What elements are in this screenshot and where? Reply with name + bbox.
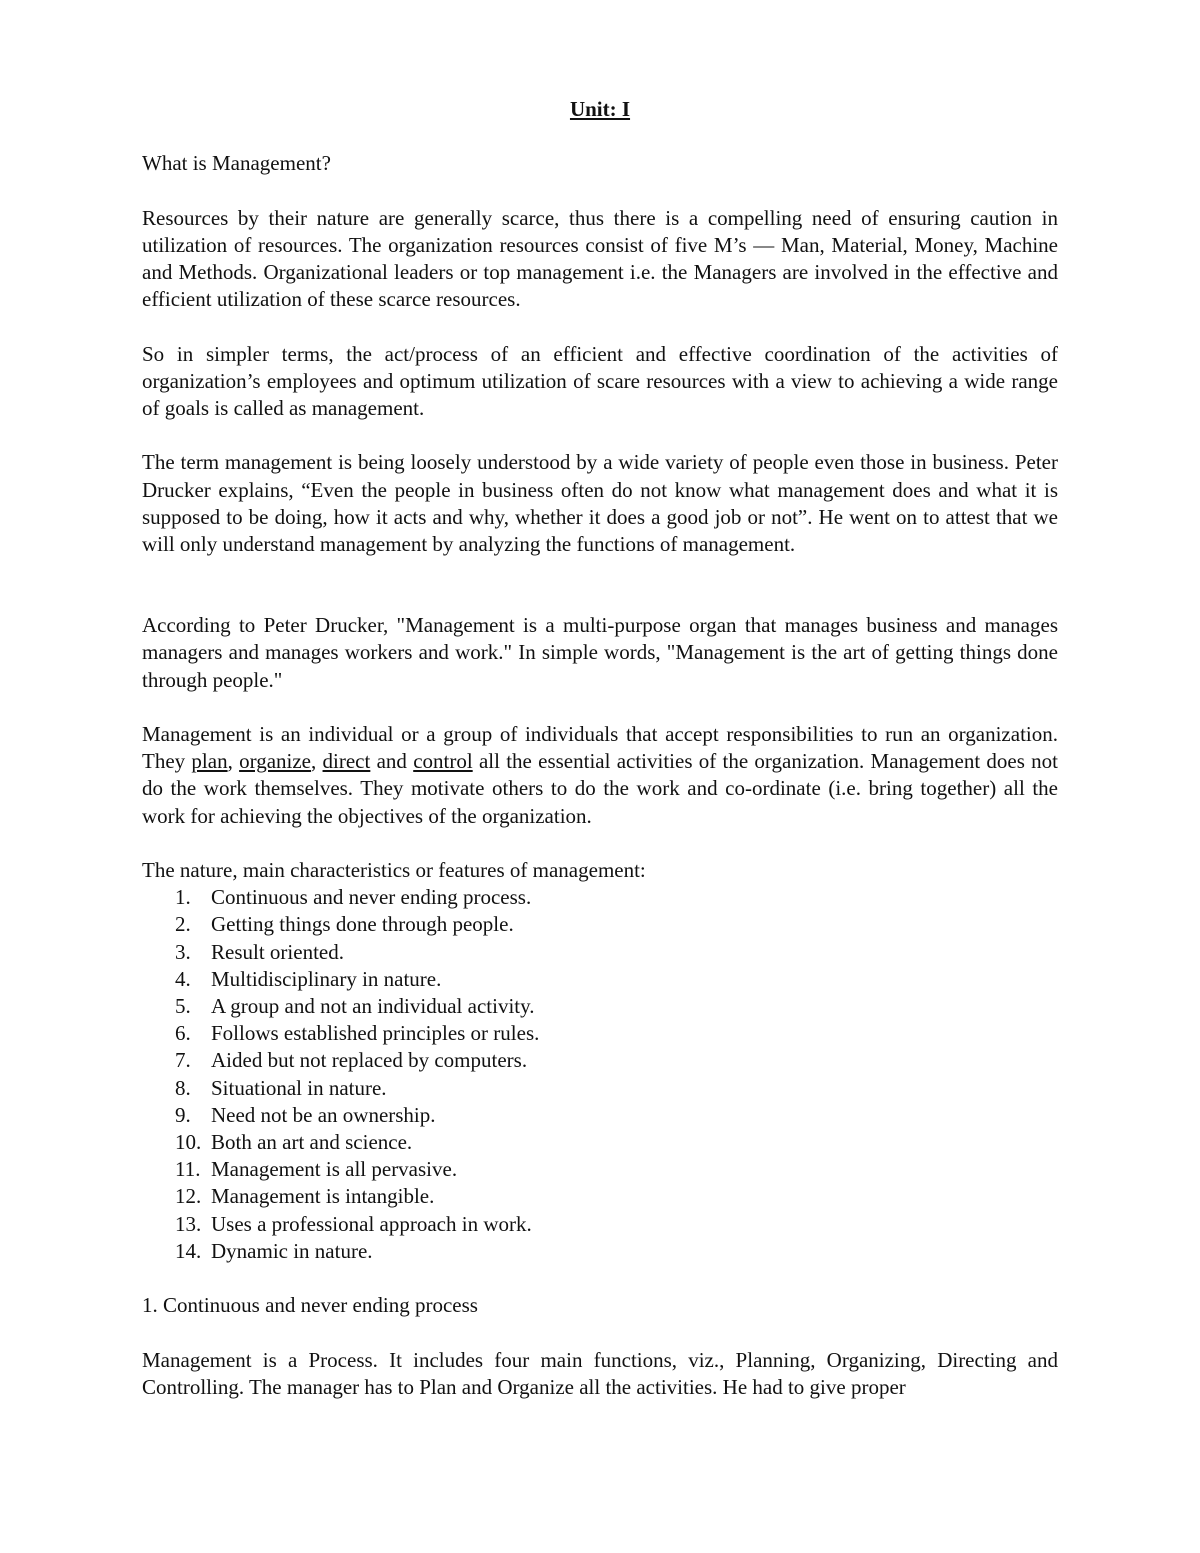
list-item <box>142 1156 1058 1183</box>
features-list <box>142 884 1058 1265</box>
list-number: 9. <box>175 1102 191 1127</box>
features-intro: The nature, main characteristics or features of management: <box>142 858 646 882</box>
list-text: Management is intangible. <box>211 1184 435 1209</box>
list-number: 13. <box>175 1211 202 1236</box>
list-text: Multidisciplinary in nature. <box>211 966 442 991</box>
list-text: Both an art and science. <box>211 1130 413 1155</box>
question-heading: What is Management? <box>142 151 331 176</box>
list-number: 10. <box>175 1130 202 1155</box>
list-number: 12. <box>175 1184 202 1209</box>
list-text: Dynamic in nature. <box>211 1238 373 1263</box>
list-number: 11. <box>175 1157 201 1182</box>
list-text: Situational in nature. <box>211 1075 387 1100</box>
list-text: Need not be an ownership. <box>211 1102 436 1127</box>
link-organize[interactable]: organize <box>239 749 312 774</box>
list-number: 7. <box>175 1048 191 1073</box>
list-item <box>142 939 1058 966</box>
link-control[interactable]: control <box>413 749 473 774</box>
list-text: Uses a professional approach in work. <box>211 1211 532 1236</box>
list-number: 3. <box>175 939 191 964</box>
list-item <box>142 1183 1058 1210</box>
list-item <box>142 1102 1058 1129</box>
paragraph-definition: So in simpler terms, the act/process of an efficient and effective coordination of the activities of organization’s employees and optimum utilization of scare resources with a view to achieving a wide range of goals is called as management. <box>142 341 1058 420</box>
list-number: 2. <box>175 912 191 937</box>
paragraph-resources: Resources by their nature are generally scarce, thus there is a compelling need of ensuring caution in utilization of resources. The organization resources consist of five M’s — Man, Material, Money, Machine and Methods. Organizational leaders or top management i.e. the Managers are involved in the effective and efficient utilization of these scarce resources. <box>142 205 1058 312</box>
list-number: 8. <box>175 1075 191 1100</box>
list-item <box>142 1075 1058 1102</box>
list-item <box>142 966 1058 993</box>
list-text: Result oriented. <box>211 939 344 964</box>
list-item <box>142 1020 1058 1047</box>
document-page <box>142 96 1058 1401</box>
list-number: 14. <box>175 1238 202 1263</box>
list-item <box>142 1129 1058 1156</box>
list-number: 6. <box>175 1021 191 1046</box>
list-item <box>142 911 1058 938</box>
list-text: A group and not an individual activity. <box>211 994 535 1019</box>
list-number: 1. <box>175 885 191 910</box>
list-text: Getting things done through people. <box>211 912 514 937</box>
list-number: 5. <box>175 994 191 1019</box>
paragraph-drucker-explains: The term management is being loosely understood by a wide variety of people even those in business. Peter Drucker explains, “Even the people in business often do not know what management does and what it is supposed to be doing, how it acts and why, whether it does a good job or not”. He went on to attest that we will only understand management by analyzing the functions of management. <box>142 450 1058 556</box>
paragraph-drucker-quote: According to Peter Drucker, "Management is a multi-purpose organ that manages business and manages managers and manages workers and work." In simple words, "Management is the art of getting things done through people." <box>142 613 1058 692</box>
list-item <box>142 1238 1058 1265</box>
paragraph-text: all the essential activities of the organization. Management does not do the work themselves. They motivate others to do the work and co-ordinate (i.e. bring together) all the work for achieving the objectives of the organization. <box>142 749 1059 828</box>
list-item <box>142 884 1058 911</box>
list-text: Continuous and never ending process. <box>211 885 532 910</box>
page-title: Unit: I <box>569 97 631 121</box>
separator: , <box>227 749 240 774</box>
paragraph-text: Management is an individual or a group of individuals that accept responsibilities to run an organization. They <box>142 722 1058 774</box>
list-item <box>142 1047 1058 1074</box>
list-text: Management is all pervasive. <box>211 1157 458 1182</box>
section-heading: 1. Continuous and never ending process <box>142 1293 478 1318</box>
link-plan[interactable]: plan <box>191 749 228 774</box>
list-item <box>142 993 1058 1020</box>
list-item <box>142 1211 1058 1238</box>
link-direct[interactable]: direct <box>322 749 371 774</box>
separator: and <box>370 749 414 774</box>
separator: , <box>311 749 323 774</box>
list-number: 4. <box>175 966 191 991</box>
paragraph-process: Management is a Process. It includes four main functions, viz., Planning, Organizing, Directing and Controlling. The manager has to Plan and Organize all the activities. He had to give proper <box>142 1347 1058 1399</box>
paragraph-management-functions <box>142 721 1058 830</box>
list-text: Follows established principles or rules. <box>211 1021 540 1046</box>
list-text: Aided but not replaced by computers. <box>211 1048 528 1073</box>
